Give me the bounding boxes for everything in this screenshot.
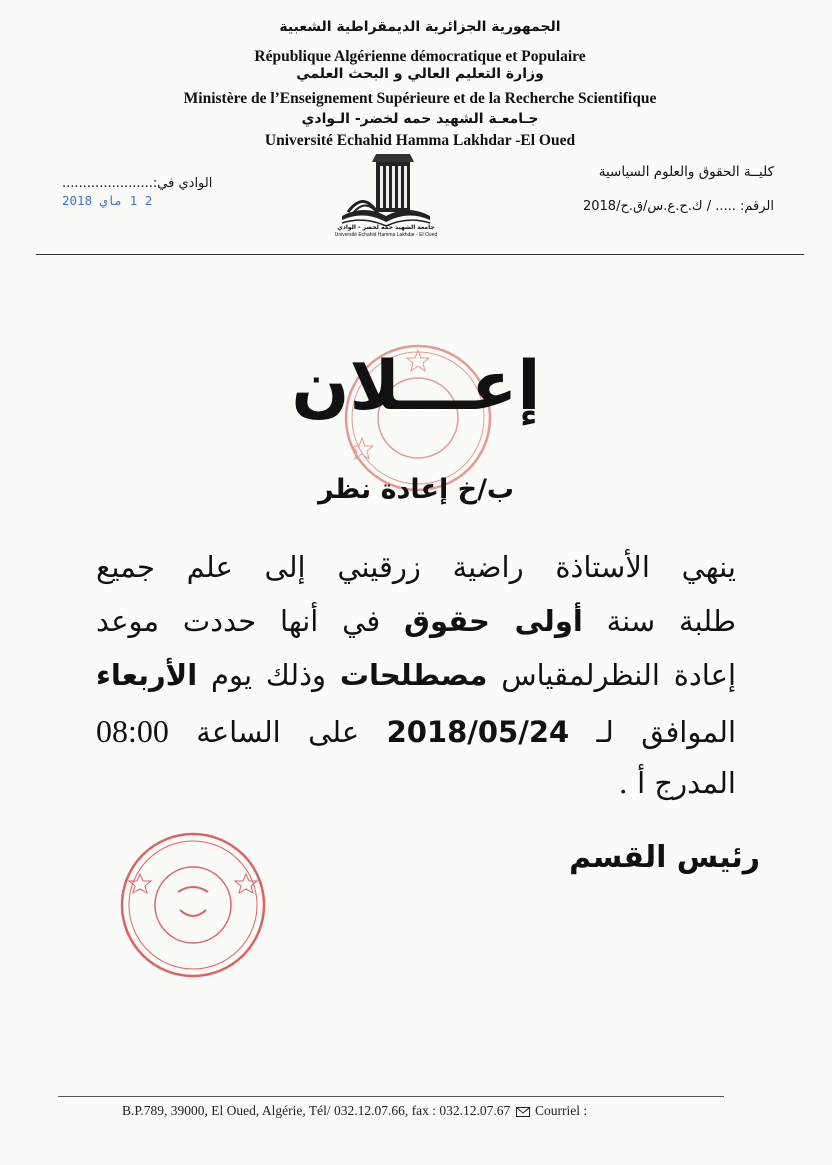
- logo-caption-ar: جامعة الشهيد حمه لخضر - الوادي: [337, 224, 435, 231]
- footer-email-label: Courriel :: [534, 1103, 588, 1118]
- body-line-3: [96, 658, 736, 693]
- place-date: الوادي في:......................: [62, 176, 213, 191]
- ministry-fr: Ministère de l’Enseignement Supérieure et de la Recherche Scientifique: [183, 90, 657, 107]
- body-line-4: [96, 712, 736, 750]
- body-text: إعادة النظرلمقياس: [487, 658, 736, 692]
- signature-title: رئيس القسم: [569, 840, 760, 875]
- republic-fr: République Algérienne démocratique et Populaire: [254, 48, 586, 65]
- footer-divider: [58, 1096, 724, 1097]
- body-emphasis: أولى حقوق: [404, 604, 583, 638]
- announcement-subtitle: ب/خ إعادة نظر: [317, 474, 515, 505]
- header-divider: [36, 254, 804, 255]
- logo-caption-fr: Université Echahid Hamma Lakhdar - El Oued: [334, 232, 438, 238]
- body-text: طلبة سنة: [582, 604, 736, 638]
- ministry-ar: وزارة التعليم العالي و البحث العلمي: [296, 66, 544, 82]
- exam-date: 2018/05/24: [386, 715, 570, 749]
- republic-ar: الجمهورية الجزائرية الديمقراطية الشعبية: [279, 19, 561, 35]
- reference-number: الرقم: ..... / ك.ح.ع.س/ق.ح/2018: [582, 199, 774, 214]
- body-emphasis: مصطلحات: [339, 658, 488, 692]
- body-line-2: [96, 604, 736, 639]
- body-line-5: [96, 766, 736, 801]
- university-fr: Université Echahid Hamma Lakhdar -El Oued: [264, 132, 576, 149]
- body-text: الموافق لـ: [569, 715, 737, 749]
- date-stamp: 2 1 ماي 2018: [62, 193, 153, 208]
- announcement-title: إعـــلان: [291, 347, 541, 426]
- department-seal-icon: [118, 830, 268, 980]
- footer-contact: [122, 1103, 587, 1119]
- body-emphasis: الأربعاء: [96, 658, 198, 692]
- body-line-1: [96, 550, 736, 585]
- exam-time: 08:00: [96, 713, 169, 749]
- body-text: المدرج أ .: [618, 766, 736, 800]
- body-text: على الساعة: [168, 715, 387, 749]
- university-ar: جـامعـة الشهيد حمه لخضر- الـوادي: [301, 111, 539, 127]
- body-text: وذلك يوم: [197, 658, 340, 692]
- faculty-name: كليــة الحقوق والعلوم السياسية: [598, 164, 774, 180]
- footer-address: B.P.789, 39000, El Oued, Algérie, Tél/ 032.12.07.66, fax : 032.12.07.67: [122, 1103, 511, 1118]
- body-text: ينهي الأستاذة راضية زرقيني إلى علم جميع: [96, 550, 736, 584]
- body-text: في أنها حددت موعد: [96, 604, 405, 638]
- email-icon: [516, 1107, 530, 1117]
